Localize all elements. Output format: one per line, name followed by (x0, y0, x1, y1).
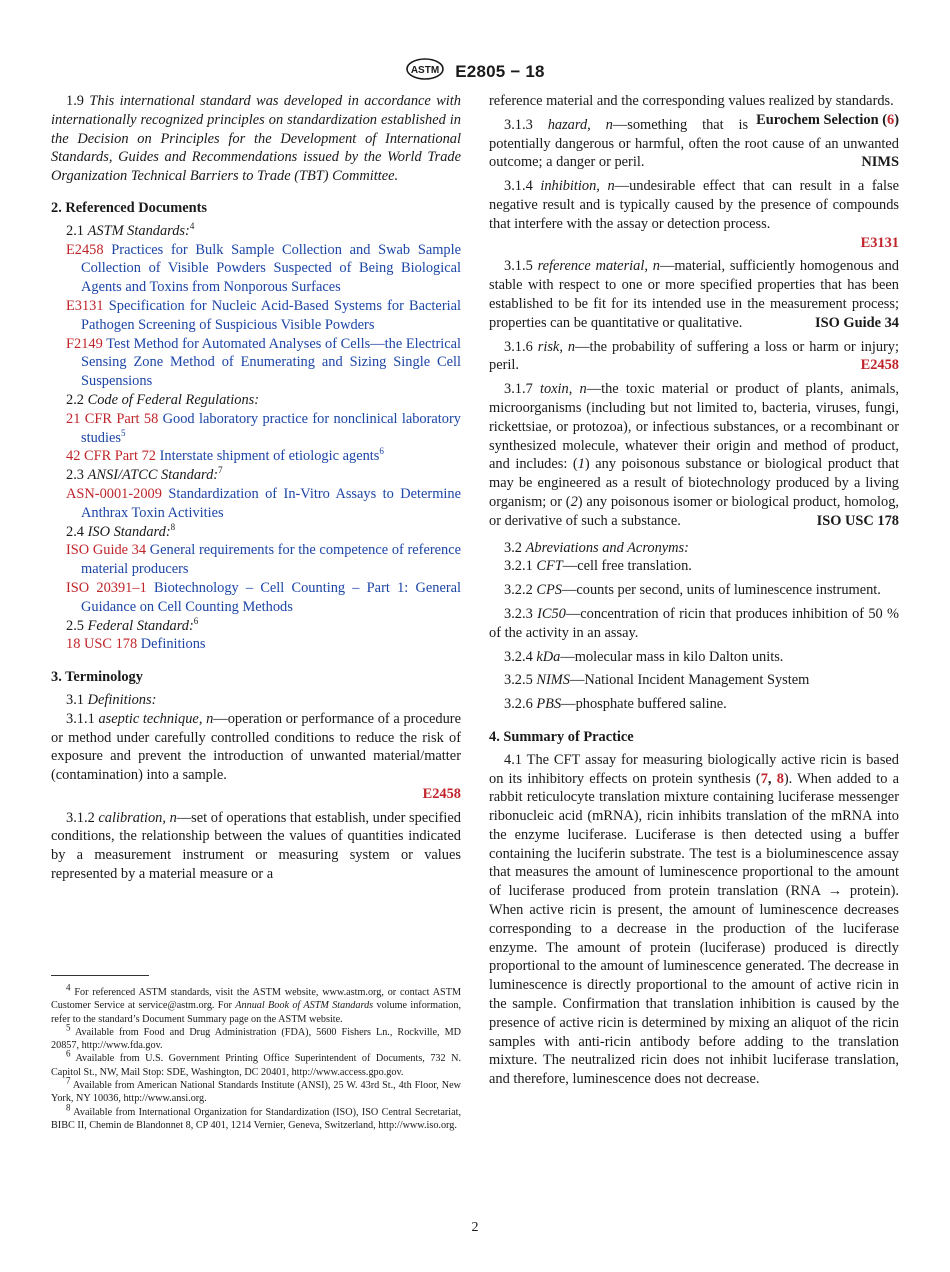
section-4-heading: 4. Summary of Practice (489, 728, 634, 745)
section-3-2: 3.2 Abreviations and Acronyms: (504, 539, 689, 556)
standard-designation: E2805 − 18 (455, 61, 545, 81)
page-header (0, 58, 950, 85)
footnote-8: $^8$ Available from International Organization for Standardization (ISO), ISO Central Secretariat, BIBC II, Chemin de Blandonnet 8, CP 401, 1214 Vernier, Geneva, Switzerland, http://www.iso.org. (51, 1102, 461, 1131)
section-2-4: 2.4 ISO Standard:$^8$ (66, 521, 176, 540)
section-2-3: 2.3 ANSI/ATCC Standard:$^7$ (66, 465, 223, 484)
left-column (51, 92, 461, 884)
footnote-4: $^4$ For referenced ASTM standards, visit the ASTM website, www.astm.org, or contact ASTM Customer Service at service@astm.org. For Annual Book of ASTM Standards volume information, refer to the standard’s Document Summary page on the ASTM website. (51, 982, 462, 1025)
astm-logo-icon (405, 58, 445, 85)
section-4-1: 4.1 The CFT assay for measuring biologically active ricin is based on its inhibitory effects on protein synthesis (7, 8). When added to a rabbit reticulocyte translation mixture containing luciferase messenger ribonucleic acid (mRNA), ricin inhibits translation of the mRNA into the enzyme luciferase. Luciferase is then detected using a buffer containing the luciferin substrate. The test is a bioluminescence assay that measures the amount of luminescence proportional to the amount of luciferase produced from protein translation (RNA → protein). When active ricin is present, the amount of luminescence decreases corresponding to a decrease in the production of the luciferase enzyme. The amount of protein (luciferase) produced is directly proportional to the amount of luminescence generated. The decrease in luminescence is directly proportional to the amount of active ricin in the sample. Confirmation that translation inhibition is caused by the presence of active ricin is determined by mixing an aliquot of the ricin samples with anti-ricin antibody before adding to the translation mixture. The neutralized ricin does not inhibit luciferase translation, and therefore, luminescence does not decrease. (489, 751, 900, 1088)
citation-6[interactable]: 6 (887, 111, 895, 128)
section-1-9: 1.9 This international standard was developed in accordance with internationally recognized principles on standardization established in the Decision on Principles for the Development of International Standards, Guides and Recommendations issued by the World Trade Organization Technical Barriers to Trade (TBT) Committee. (51, 93, 461, 185)
definition-aseptic-technique: 3.1.1 aseptic technique, n—operation or performance of a procedure or method under carefully controlled conditions to reduce the risk of exposure and prevent the introduction of unwanted material/matter (contamination) into a sample. E2458 (51, 710, 461, 802)
definition-risk: 3.1.6 risk, n—the probability of suffering a loss or harm or injury; peril. E2458 (489, 338, 900, 374)
abbr-nims: 3.2.5 NIMS—National Incident Management System (504, 672, 810, 689)
source-iso-usc-178: ISO USC 178 (816, 512, 899, 529)
page-number: 2 (471, 1220, 479, 1235)
ref-42-cfr[interactable]: 42 CFR Part 72 Interstate shipment of etiologic agents$^6$ (66, 446, 384, 465)
ref-iso-guide-34[interactable]: ISO Guide 34 General requirements for the competence of reference material producers (66, 542, 461, 578)
definition-calibration: 3.1.2 calibration, n—set of operations that establish, under specified conditions, the relationship between the values of quantities indicated by a measurement instrument or measuring system or values represented by a material measure or a (51, 809, 462, 883)
source-eurochem: Eurochem Selection (6) (756, 111, 899, 128)
footnote-7: $^7$ Available from American National Standards Institute (ANSI), 25 W. 43rd St., 4th Floor, New York, NY 10036, http://www.ansi.org. (51, 1075, 461, 1105)
definition-toxin: 3.1.7 toxin, n—the toxic material or product of plants, animals, microorganisms (including but not limited to, bacteria, viruses, fungi, rickettsiae, or protozoa), or infectious substances, or a recombinant or synthesized molecule, whatever their origin and method of product, and includes: (1) any poisonous substance or biological product that may be engineered as a result of biotechnology produced by a living organism; or (2) any poisonous isomer or biological product, homolog, or derivative of such a substance. ISO USC 178 (489, 381, 899, 529)
footnote-6: $^6$ Available from U.S. Government Printing Office Superintendent of Documents, 732 N. Capitol St., NW, Mail Stop: SDE, Washington, DC 20401, http://www.access.gpo.gov. (51, 1049, 461, 1078)
source-nims: NIMS (861, 154, 899, 171)
section-2-5: 2.5 Federal Standard:$^6$ (66, 615, 199, 634)
calibration-continued: reference material and the corresponding values realized by standards. Eurochem Selection (6) (489, 93, 899, 128)
ref-e3131[interactable]: E3131 Specification for Nucleic Acid-Based Systems for Bacterial Pathogen Screening of Suspicious Visible Powders (66, 297, 461, 333)
source-e2458-risk[interactable]: E2458 (860, 357, 899, 374)
citation-8[interactable]: 8 (776, 770, 784, 787)
definition-reference-material: 3.1.5 reference material, n—material, sufficiently homogenous and stable with respect to one or more specified properties that has been established to be fit for its intended use in the measurement process; properties can be quantitative or qualitative. ISO Guide 34 (489, 258, 899, 331)
abbr-ic50: 3.2.3 IC50—concentration of ricin that produces inhibition of 50 % of the activity in an assay. (489, 605, 899, 641)
ref-e2458[interactable]: E2458 Practices for Bulk Sample Collection and Swab Sample Collection of Visible Powders Suspected of Being Biological Agents and Toxins from Nonporous Surfaces (66, 241, 461, 296)
citation-7[interactable]: 7 (760, 770, 768, 787)
source-iso-guide-34: ISO Guide 34 (815, 314, 899, 331)
footnote-5: $^5$ Available from Food and Drug Administration (FDA), 5600 Fishers Ln., Rockville, MD 20857, http://www.fda.gov. (51, 1022, 461, 1052)
footnote-divider (51, 975, 149, 976)
footnotes (51, 982, 462, 1132)
source-e2458[interactable]: E2458 (422, 785, 461, 802)
ref-asn[interactable]: ASN-0001-2009 Standardization of In-Vitro Assays to Determine Anthrax Toxin Activities (66, 485, 461, 521)
source-e3131[interactable]: E3131 (860, 234, 899, 251)
section-2-1: 2.1 ASTM Standards:$^4$ (66, 220, 195, 239)
abbr-pbs: 3.2.6 PBS—phosphate buffered saline. (504, 696, 727, 713)
ref-iso-20391[interactable]: ISO 20391–1 Biotechnology – Cell Counting – Part 1: General Guidance on Cell Counting Methods (66, 579, 462, 615)
abbr-cps: 3.2.2 CPS—counts per second, units of luminescence instrument. (504, 582, 881, 599)
section-3-heading: 3. Terminology (51, 669, 143, 686)
definition-inhibition: 3.1.4 inhibition, n—undesirable effect that can result in a false negative result and is typically caused by the presence of compounds that interfere with the assay or detection process. E3131 (489, 178, 900, 251)
svg-text:ASTM: ASTM (411, 65, 440, 76)
section-2-2: 2.2 Code of Federal Regulations: (66, 391, 260, 408)
right-column (489, 92, 899, 1089)
ref-f2149[interactable]: F2149 Test Method for Automated Analyses of Cells—the Electrical Sensing Zone Method of Enumerating and Sizing Single Cell Suspensions (66, 335, 462, 390)
definition-hazard: 3.1.3 hazard, n—something that is potentially dangerous or harmful, often the root cause of an unwanted outcome; a danger or peril. NIMS (489, 116, 899, 171)
ref-18-usc[interactable]: 18 USC 178 Definitions (66, 636, 206, 653)
section-2-heading: 2. Referenced Documents (51, 199, 207, 216)
section-3-1: 3.1 Definitions: (66, 691, 157, 708)
abbr-cft: 3.2.1 CFT—cell free translation. (504, 558, 692, 575)
ref-21-cfr[interactable]: 21 CFR Part 58 Good laboratory practice for nonclinical laboratory studies$^5$ (66, 410, 461, 446)
abbr-kda: 3.2.4 kDa—molecular mass in kilo Dalton units. (504, 648, 784, 665)
